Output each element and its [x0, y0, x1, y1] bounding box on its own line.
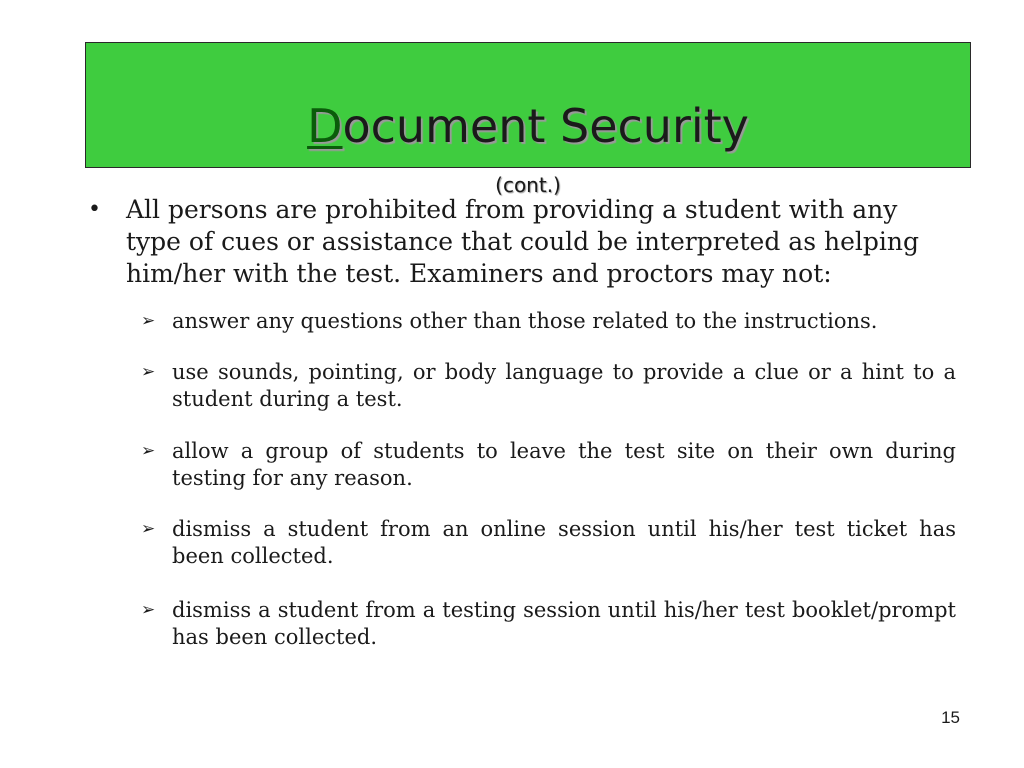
sub-bullet-item [88, 359, 956, 413]
slide-title [86, 99, 970, 153]
sub-bullet-text: dismiss a student from a testing session until his/her test booklet/prompt has been collected. [172, 598, 956, 649]
arrow-bullet-icon: ➢ [141, 362, 156, 382]
title-banner [85, 42, 971, 197]
bullet-dot-icon: • [88, 197, 101, 222]
main-bullet [88, 194, 956, 290]
sub-bullet-item [88, 308, 956, 335]
page-number: 15 [941, 708, 960, 727]
arrow-bullet-icon: ➢ [141, 519, 156, 539]
slide-subtitle: (cont.) [495, 173, 561, 197]
sub-bullet-item [88, 516, 956, 570]
sub-bullet-item [88, 597, 956, 651]
title-rest: ocument Security [342, 99, 749, 153]
sub-bullet-text: allow a group of students to leave the test site on their own during testing for any reason. [172, 439, 956, 490]
sub-bullet-item [88, 438, 956, 492]
arrow-bullet-icon: ➢ [141, 311, 156, 331]
title-initial: D [307, 99, 343, 153]
sub-bullet-text: use sounds, pointing, or body language to provide a clue or a hint to a student during a test. [172, 360, 956, 411]
slide-body [88, 194, 956, 651]
sub-bullet-text: dismiss a student from an online session until his/her test ticket has been collected. [172, 517, 956, 568]
sub-bullet-list [88, 308, 956, 651]
arrow-bullet-icon: ➢ [141, 600, 156, 620]
sub-bullet-text: answer any questions other than those related to the instructions. [172, 309, 878, 333]
main-bullet-text: All persons are prohibited from providing a student with any type of cues or assistance that could be interpreted as helping him/her with the test. Examiners and proctors may not: [126, 195, 919, 288]
arrow-bullet-icon: ➢ [141, 441, 156, 461]
